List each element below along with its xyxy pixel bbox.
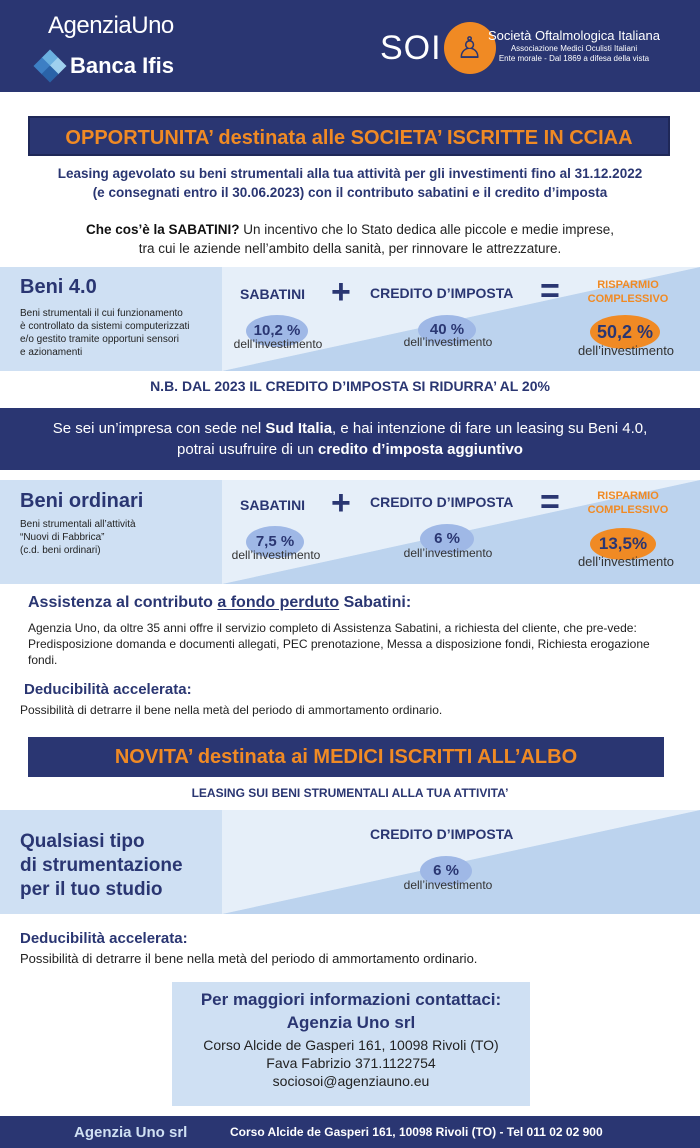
soi-sub2: Ente morale - Dal 1869 a difesa della vista xyxy=(498,54,650,63)
beniord-section xyxy=(0,480,700,584)
risparmio-line: RISPARMIO xyxy=(597,490,659,502)
beni40-sabatini-value: 10,2 % xyxy=(246,315,308,347)
qualsiasi-credito-label: CREDITO D’IMPOSTA xyxy=(370,826,514,842)
contact-box xyxy=(172,982,530,1106)
sabatini-definition xyxy=(0,220,700,258)
beniord-total-value: 13,5% xyxy=(590,528,656,560)
beniord-credito-value: 6 % xyxy=(420,524,474,554)
qualsiasi-credito-under: dell’investimento xyxy=(403,878,493,892)
beniord-title: Beni ordinari xyxy=(20,490,144,512)
sud-bold: Sud Italia xyxy=(265,420,333,437)
sabatini-def-line2: tra cui le aziende nell’ambito della sanità, per rinnovare le attrezzature. xyxy=(138,241,562,256)
leasing-intro xyxy=(0,164,700,202)
qualsiasi-line: Qualsiasi tipo xyxy=(20,831,145,852)
qualsiasi-credito-value: 6 % xyxy=(420,856,472,886)
footer-company: Agenzia Uno srl xyxy=(74,1124,188,1141)
soi-statue-icon: ♙ xyxy=(444,22,496,74)
beniord-sabatini-label: SABATINI xyxy=(240,497,306,513)
assistenza-title-part: Assistenza al contributo xyxy=(28,594,218,611)
assistenza-text: Agenzia Uno, da oltre 35 anni offre il servizio completo di Assistenza Sabatini, a richiesta del cliente, che pre-vede: Predisposizione domanda e documenti allegati, PEC prenotazione, Messa a disposizione fondi, Richiesta erogazione fondi. xyxy=(28,621,650,667)
beniord-equals-sign: = xyxy=(540,483,560,521)
beni40-credito-label: CREDITO D’IMPOSTA xyxy=(370,285,514,301)
beni40-credito-value: 40 % xyxy=(418,315,476,345)
soi-name: Società Oftalmologica Italiana xyxy=(488,28,660,43)
beniord-plus-sign: + xyxy=(331,484,351,522)
beni40-total-value: 50,2 % xyxy=(590,315,660,349)
sud-text: , e hai intenzione di fare un leasing su Beni 4.0, xyxy=(332,420,648,437)
deducibilita-title-2: Deducibilità accelerata: xyxy=(20,930,188,947)
beni40-total-under: dell’investimento xyxy=(577,343,675,358)
qualsiasi-section xyxy=(0,810,700,914)
header xyxy=(0,0,700,92)
soi-sub1: Associazione Medici Oculisti Italiani xyxy=(510,44,638,53)
footer xyxy=(0,1116,700,1148)
sabatini-def-line1: Un incentivo che lo Stato dedica alle piccole e medie imprese, xyxy=(239,222,614,237)
beniord-total-under: dell’investimento xyxy=(577,554,675,569)
beniord-description xyxy=(20,518,136,557)
agenzia-uno-logo: AgenziaUno xyxy=(48,12,174,39)
beni40-section xyxy=(0,267,700,371)
beni40-equals-sign: = xyxy=(540,272,560,310)
beniord-sabatini-value: 7,5 % xyxy=(246,526,304,558)
assistenza-title-part: Sabatini: xyxy=(339,594,412,611)
contact-title: Per maggiori informazioni contattaci: xyxy=(200,990,502,1009)
deducibilita-text-2: Possibilità di detrarre il bene nella metà del periodo di ammortamento ordinario. xyxy=(20,951,478,966)
contact-fax: Fava Fabrizio 371.1122754 xyxy=(266,1055,436,1071)
deducibilita-text: Possibilità di detrarre il bene nella metà del periodo di ammortamento ordinario. xyxy=(20,703,443,717)
beniord-sabatini-under: dell’investimento xyxy=(231,548,321,562)
leasing-intro-line2: (e consegnati entro il 30.06.2023) con il contributo sabatini e il credito d’imposta xyxy=(92,185,608,200)
contact-email[interactable]: sociosoi@agenziauno.eu xyxy=(272,1073,430,1089)
sud-text: potrai usufruire di un xyxy=(177,441,318,458)
beni40-credito-under: dell’investimento xyxy=(403,335,493,349)
banca-ifis-diamond-icon xyxy=(36,52,64,80)
banner-novita: NOVITA’ destinata ai MEDICI ISCRITTI ALL’ALBO xyxy=(28,737,664,777)
banca-ifis-logo xyxy=(36,52,174,80)
sud-text: Se sei un’impresa con sede nel xyxy=(52,420,266,437)
beniord-risparmio-label xyxy=(582,489,674,517)
risparmio-line: RISPARMIO xyxy=(597,279,659,291)
risparmio-line: COMPLESSIVO xyxy=(587,293,669,305)
beni40-title: Beni 4.0 xyxy=(20,276,97,298)
nb-credito-note: N.B. DAL 2023 IL CREDITO D’IMPOSTA SI RIDURRA’ AL 20% xyxy=(150,378,550,394)
beni40-description xyxy=(20,307,190,359)
sabatini-question: Che cos’è la SABATINI? xyxy=(86,222,240,237)
beni40-desc-line: e/o gestito tramite opportuni sensori xyxy=(20,334,179,345)
beni40-desc-line: e azionamenti xyxy=(20,347,83,358)
risparmio-line: COMPLESSIVO xyxy=(587,504,669,516)
leasing-medici: LEASING SUI BENI STRUMENTALI ALLA TUA ATTIVITA’ xyxy=(191,786,509,800)
beni40-risparmio-label xyxy=(582,278,674,306)
leasing-intro-line1: Leasing agevolato su beni strumentali alla tua attività per gli investimenti fino al 31.12.2022 xyxy=(57,166,643,181)
contact-company: Agenzia Uno srl xyxy=(286,1013,416,1032)
assistenza-title-underlined: a fondo perduto xyxy=(217,594,340,611)
soi-description xyxy=(488,28,660,63)
beni40-sabatini-under: dell’investimento xyxy=(233,337,323,351)
beni40-desc-line: Beni strumentali il cui funzionamento xyxy=(20,308,183,319)
contact-address: Corso Alcide de Gasperi 161, 10098 Rivoli (TO) xyxy=(203,1037,499,1053)
qualsiasi-line: per il tuo studio xyxy=(20,879,163,900)
qualsiasi-line: di strumentazione xyxy=(20,855,183,876)
banca-ifis-text: Banca Ifis xyxy=(70,53,174,78)
sud-italia-banner xyxy=(0,408,700,470)
qualsiasi-title xyxy=(20,830,183,902)
banner-opportunita: OPPORTUNITA’ destinata alle SOCIETA’ ISCRITTE IN CCIAA xyxy=(28,116,670,156)
soi-letters: SOI xyxy=(380,28,442,67)
beniord-credito-label: CREDITO D’IMPOSTA xyxy=(370,494,514,510)
assistenza-title xyxy=(28,594,411,612)
beniord-desc-line: “Nuovi di Fabbrica” xyxy=(20,532,105,543)
beni40-sabatini-label: SABATINI xyxy=(240,286,306,302)
footer-address: Corso Alcide de Gasperi 161, 10098 Rivoli (TO) - Tel 011 02 02 900 xyxy=(230,1125,603,1139)
beniord-desc-line: Beni strumentali all’attività xyxy=(20,519,136,530)
sud-bold: credito d’imposta aggiuntivo xyxy=(317,441,523,458)
deducibilita-title: Deducibilità accelerata: xyxy=(24,681,192,698)
beni40-plus-sign: + xyxy=(331,273,351,311)
beniord-credito-under: dell’investimento xyxy=(403,546,493,560)
beni40-desc-line: è controllato da sistemi computerizzati xyxy=(20,321,190,332)
soi-logo xyxy=(380,22,496,74)
beniord-desc-line: (c.d. beni ordinari) xyxy=(20,545,101,556)
